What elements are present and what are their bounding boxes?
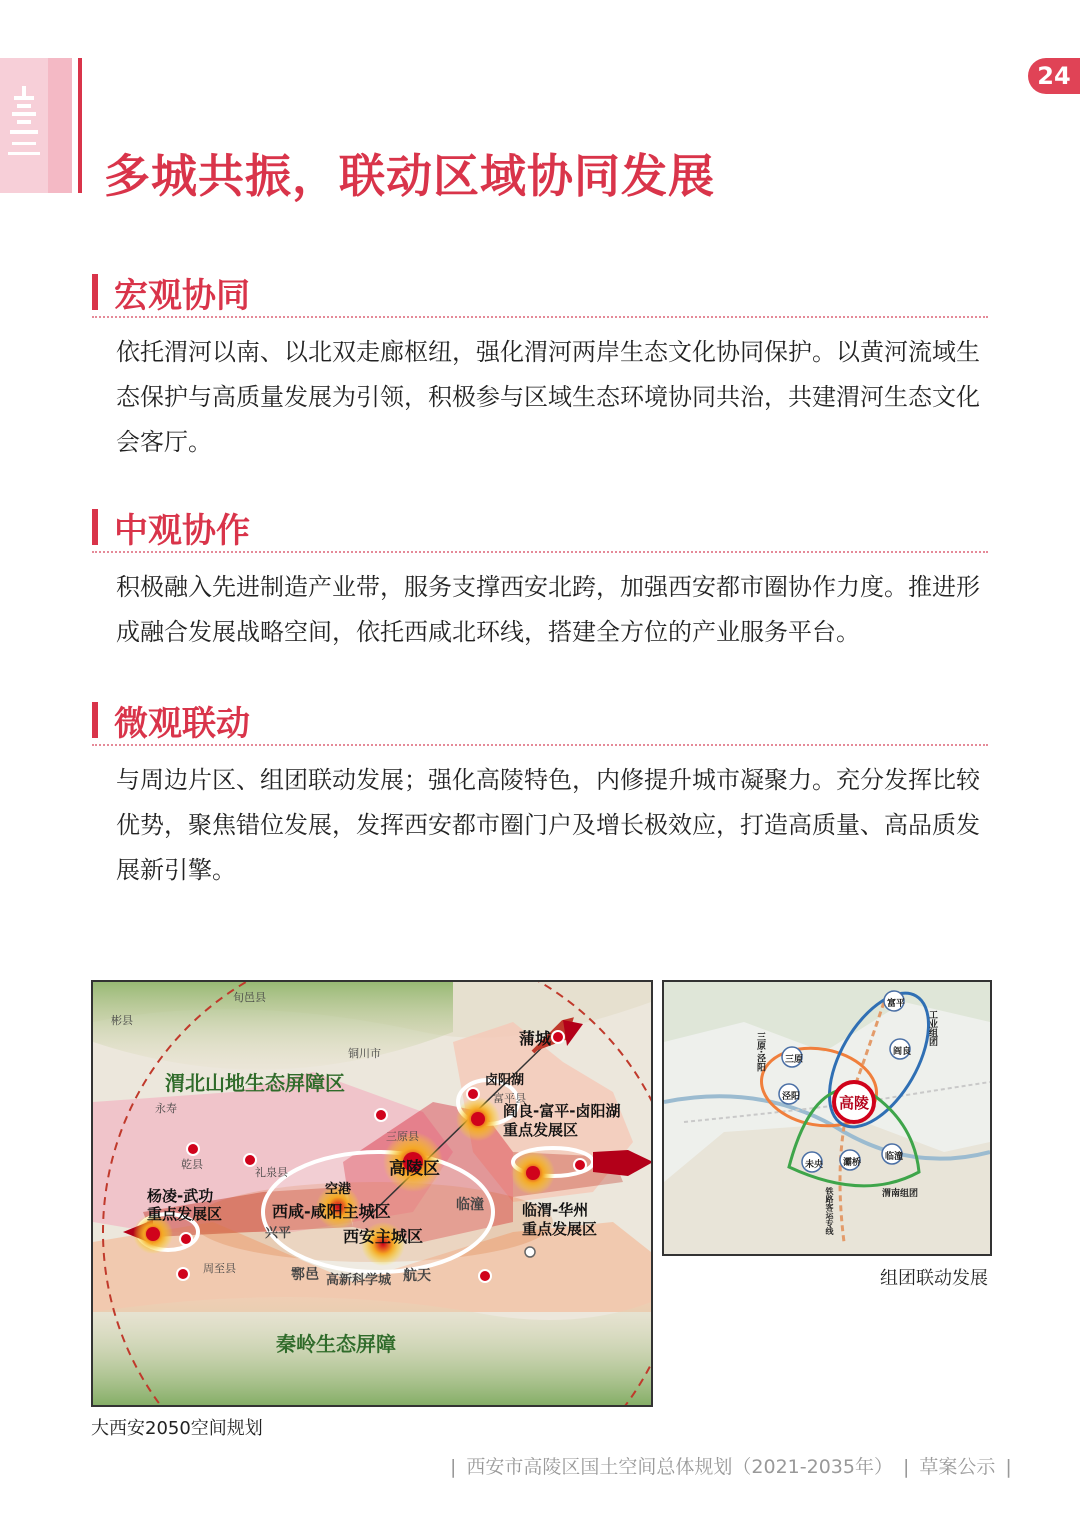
section-header xyxy=(92,505,988,549)
map2-caption: 组团联动发展 xyxy=(880,1268,988,1289)
section-body: 依托渭河以南、以北双走廊枢纽，强化渭河两岸生态文化协同保护。以黄河流域生态保护与高质量发展为引领，积极参与区域生态环境协同共治，共建渭河生态文化会客厅。 xyxy=(116,338,980,456)
cluster-label-jingyang: 泾阳 xyxy=(782,1092,801,1102)
label-konggang: 空港 xyxy=(325,1182,352,1197)
label-yanliang: 阎良-富平-卤阳湖 xyxy=(503,1102,621,1120)
section-marker xyxy=(92,702,98,738)
cluster-label-sanjing: 三原·泾阳 xyxy=(755,1032,765,1072)
section-title: 微观联动 xyxy=(114,704,250,744)
footer-title: 西安市高陵区国土空间总体规划（2021-2035年） xyxy=(466,1456,893,1478)
label-xingping: 兴平 xyxy=(265,1226,292,1241)
section-marker xyxy=(92,509,98,545)
label-binxian: 彬县 xyxy=(111,1014,133,1027)
label-zhouzhi: 周至县 xyxy=(203,1262,236,1275)
label-pucheng: 蒲城 xyxy=(519,1029,552,1048)
label-chunhua: 旬邑县 xyxy=(233,991,266,1004)
section-marker xyxy=(92,274,98,310)
label-xixian: 西咸-咸阳主城区 xyxy=(272,1202,391,1221)
cluster-label-sanyuan: 三原 xyxy=(785,1055,804,1065)
footer xyxy=(440,1452,1022,1479)
side-tab xyxy=(0,58,72,193)
section-title: 宏观协同 xyxy=(114,276,250,316)
page-number: 24 xyxy=(1028,58,1080,94)
label-yangling: 杨凌-武功 xyxy=(147,1187,214,1205)
label-yongshou: 永寿 xyxy=(155,1102,177,1115)
footer-status: 草案公示 xyxy=(919,1456,996,1478)
label-tongchuan: 铜川市 xyxy=(348,1047,381,1060)
cluster-label-gaoling: 高陵 xyxy=(839,1094,870,1112)
section-meso xyxy=(92,505,988,655)
footer-separator: | xyxy=(450,1456,457,1478)
label-qinling: 秦岭生态屏障 xyxy=(276,1332,396,1356)
label-weibei: 渭北山地生态屏障区 xyxy=(165,1071,345,1095)
cluster-label-weiyang: 未央 xyxy=(805,1160,824,1170)
cluster-label-fuping: 富平 xyxy=(887,999,906,1009)
label-yanliang-2: 重点发展区 xyxy=(503,1121,579,1139)
label-sanyuan: 三原县 xyxy=(386,1130,419,1143)
pagoda-icon xyxy=(8,86,40,166)
map1-caption: 大西安2050空间规划 xyxy=(91,1418,263,1439)
label-yangling-2: 重点发展区 xyxy=(147,1205,223,1223)
cluster-label-tielu: 铁路客运专线 xyxy=(825,1187,834,1235)
cluster-label-weinan: 渭南组团 xyxy=(882,1189,919,1199)
cluster-label-lintong: 临潼 xyxy=(885,1152,904,1162)
label-linwei-2: 重点发展区 xyxy=(522,1220,598,1238)
section-macro xyxy=(92,270,988,465)
footer-separator: | xyxy=(902,1456,910,1478)
label-liquan: 礼泉县 xyxy=(255,1166,288,1179)
section-title: 中观协作 xyxy=(114,511,250,551)
section-header xyxy=(92,698,988,742)
section-body: 积极融入先进制造产业带，服务支撑西安北跨，加强西安都市圈协作力度。推进形成融合发展战略空间，依托西咸北环线，搭建全方位的产业服务平台。 xyxy=(116,573,980,646)
label-hangtian: 航天 xyxy=(403,1268,431,1284)
label-linwei: 临渭-华州 xyxy=(522,1201,589,1219)
label-luyanghu: 卤阳湖 xyxy=(485,1073,525,1088)
label-xian: 西安主城区 xyxy=(343,1227,424,1246)
regional-map xyxy=(91,980,653,1407)
label-gaoxin: 高新科学城 xyxy=(326,1273,392,1288)
label-huyi: 鄠邑 xyxy=(291,1267,319,1283)
page-title: 多城共振，联动区域协同发展 xyxy=(104,149,715,203)
title-rule xyxy=(78,58,82,193)
cluster-map xyxy=(662,980,992,1256)
label-gaoling: 高陵区 xyxy=(389,1159,440,1179)
cluster-label-gongye: 工业组团 xyxy=(927,1010,937,1046)
cluster-label-baqiao: 灞桥 xyxy=(843,1158,862,1168)
section-body: 与周边片区、组团联动发展；强化高陵特色，内修提升城市凝聚力。充分发挥比较优势，聚焦错位发展，发挥西安都市圈门户及增长极效应，打造高质量、高品质发展新引擎。 xyxy=(116,766,980,884)
label-qianxian: 乾县 xyxy=(181,1158,203,1171)
section-micro xyxy=(92,698,988,893)
label-lintong: 临潼 xyxy=(456,1197,484,1213)
cluster-label-yanliang: 阎良 xyxy=(893,1047,912,1057)
label-fuping: 富平县 xyxy=(493,1092,526,1105)
footer-separator: | xyxy=(1005,1456,1012,1478)
section-header xyxy=(92,270,988,314)
